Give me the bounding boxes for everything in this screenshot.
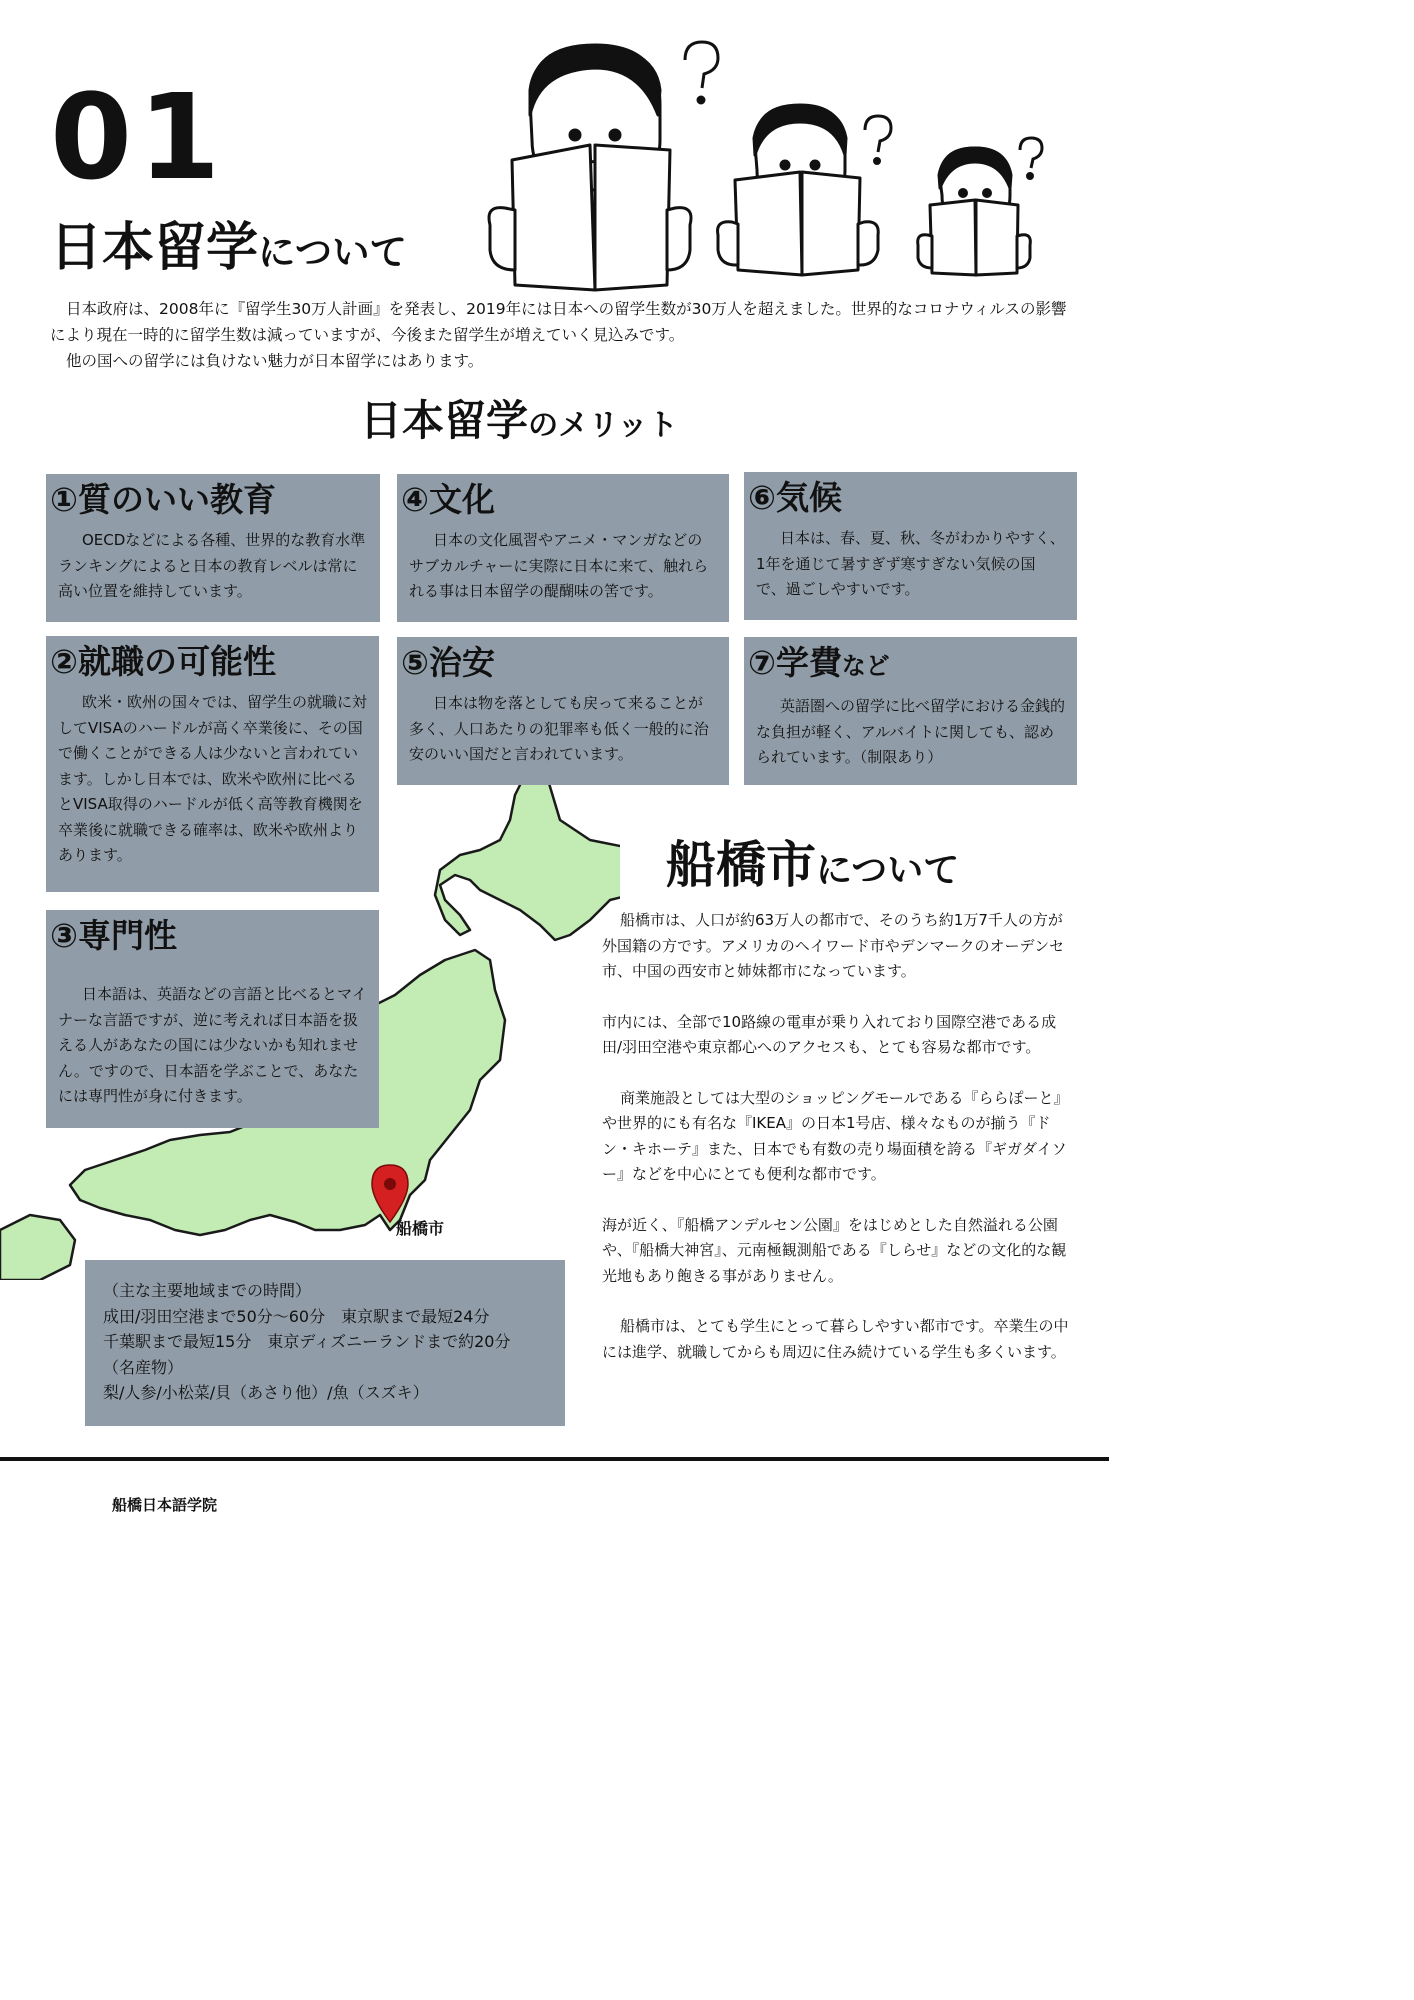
page-title-main: 日本留学: [50, 218, 259, 278]
merit-text: 英語圏への留学に比べ留学における金銭的な負担が軽く、アルバイトに関しても、認められています。（制限あり）: [756, 697, 1066, 766]
merit-text: 欧米・欧州の国々では、留学生の就職に対してVISAのハードルが高く卒業後に、その国で働くことができる人は少ないと言われています。しかし日本では、欧米や欧州に比べるとVISA取得のハードルが低く高等教育機関を卒業後に就職できる確率は、欧米や欧州よりあります。: [58, 693, 368, 864]
access-line: （名産物）: [103, 1357, 184, 1377]
access-line: （主な主要地域までの時間）: [103, 1281, 312, 1300]
section-number: 01: [50, 68, 227, 206]
intro-text: [50, 296, 1080, 374]
access-line: 梨/人参/小松菜/貝（あさり他）/魚（スズキ）: [103, 1383, 429, 1402]
merit-heading: ③専門性: [50, 916, 177, 955]
merits-title: [360, 396, 678, 445]
merit-heading: ⑤治安: [401, 643, 495, 682]
city-paragraph: 海が近く、『船橋アンデルセン公園』をはじめとした自然溢れる公園や、『船橋大神宮』、元南極観測船である『しらせ』などの文化的な観光地もあり飽きる事がありません。: [602, 1215, 1067, 1285]
access-line: 千葉駅まで最短15分 東京ディズニーランドまで約20分: [103, 1332, 511, 1351]
access-info-box: [85, 1260, 565, 1426]
footer-school-name: 船橋日本語学院: [112, 1496, 218, 1514]
merit-box-employment: [46, 636, 379, 892]
access-line: 成田/羽田空港まで50分～60分 東京駅まで最短24分: [103, 1306, 490, 1326]
page-title-suffix: について: [258, 230, 407, 274]
city-paragraph: 商業施設としては大型のショッピングモールである『ららぽーと』や世界的にも有名な『IKEA』の日本1号店、様々なものが揃う『ドン・キホーテ』また、日本でも有数の売り場面積を誇る『ギガダイソー』などを中心にとても便利な都市です。: [602, 1088, 1069, 1183]
merit-box-climate: [744, 472, 1077, 620]
merit-text: 日本は、春、夏、秋、冬がわかりやすく、1年を通じて暑すぎず寒すぎない気候の国で、過ごしやすいです。: [756, 529, 1065, 598]
hokkaido-shape: [435, 765, 620, 940]
merit-box-education: [46, 474, 380, 622]
city-title: [666, 836, 960, 894]
merit-text: OECDなどによる各種、世界的な教育水準ランキングによると日本の教育レベルは常に高い位置を維持しています。: [58, 531, 366, 600]
merit-heading: ④文化: [401, 480, 495, 519]
merit-text: 日本は物を落としても戻って来ることが多く、人口あたりの犯罪率も低く一般的に治安のいい国だと言われています。: [409, 694, 709, 763]
city-paragraph: 市内には、全部で10路線の電車が乗り入れており国際空港である成田/羽田空港や東京都心へのアクセスも、とても容易な都市です。: [602, 1012, 1057, 1056]
merit-heading-main: ⑦学費: [748, 643, 842, 682]
merits-title-suffix: のメリット: [528, 408, 678, 443]
merits-title-main: 日本留学: [360, 396, 529, 445]
city-title-main: 船橋市: [666, 836, 816, 894]
merit-text: 日本の文化風習やアニメ・マンガなどのサブカルチャーに実際に日本に来て、触れられる事は日本留学の醍醐味の筈です。: [409, 531, 709, 600]
western-islands-shape: [0, 1215, 75, 1280]
merit-heading: [748, 643, 1077, 686]
merit-box-culture: [397, 474, 729, 622]
merit-box-specialty: [46, 910, 379, 1128]
page-title: [50, 218, 407, 278]
intro-paragraph: 日本政府は、2008年に『留学生30万人計画』を発表し、2019年には日本への留学生数が30万人を超えました。世界的なコロナウィルスの影響により現在一時的に留学生数は減っていますが、今後また留学生が増えていく見込みです。: [50, 300, 1067, 344]
intro-paragraph: 他の国への留学には負けない魅力が日本留学にはあります。: [66, 352, 484, 370]
city-paragraph: 船橋市は、とても学生にとって暮らしやすい都市です。卒業生の中には進学、就職してからも周辺に住み続けている学生も多くいます。: [602, 1317, 1069, 1361]
merit-heading: ②就職の可能性: [50, 642, 276, 681]
kids-reading-illustration: [470, 30, 1070, 300]
merit-heading-suffix: など: [841, 652, 890, 680]
city-paragraph: 船橋市は、人口が約63万人の都市で、そのうち約1万7千人の方が外国籍の方です。アメリカのヘイワード市やデンマークのオーデンセ市、中国の西安市と姉妹都市になっています。: [602, 911, 1065, 980]
footer-divider: [0, 1457, 1109, 1461]
city-title-suffix: について: [816, 850, 960, 891]
pin-label: 船橋市: [396, 1219, 445, 1238]
merit-heading: ⑥気候: [748, 478, 842, 517]
merit-box-safety: [397, 637, 729, 785]
merit-box-tuition: [744, 637, 1077, 785]
city-description: [602, 908, 1072, 1390]
merit-text: 日本語は、英語などの言語と比べるとマイナーな言語ですが、逆に考えれば日本語を扱える人があなたの国には少ないかも知れません。ですので、日本語を学ぶことで、あなたには専門性が身に付きます。: [58, 985, 367, 1105]
merit-heading: ①質のいい教育: [50, 480, 276, 519]
